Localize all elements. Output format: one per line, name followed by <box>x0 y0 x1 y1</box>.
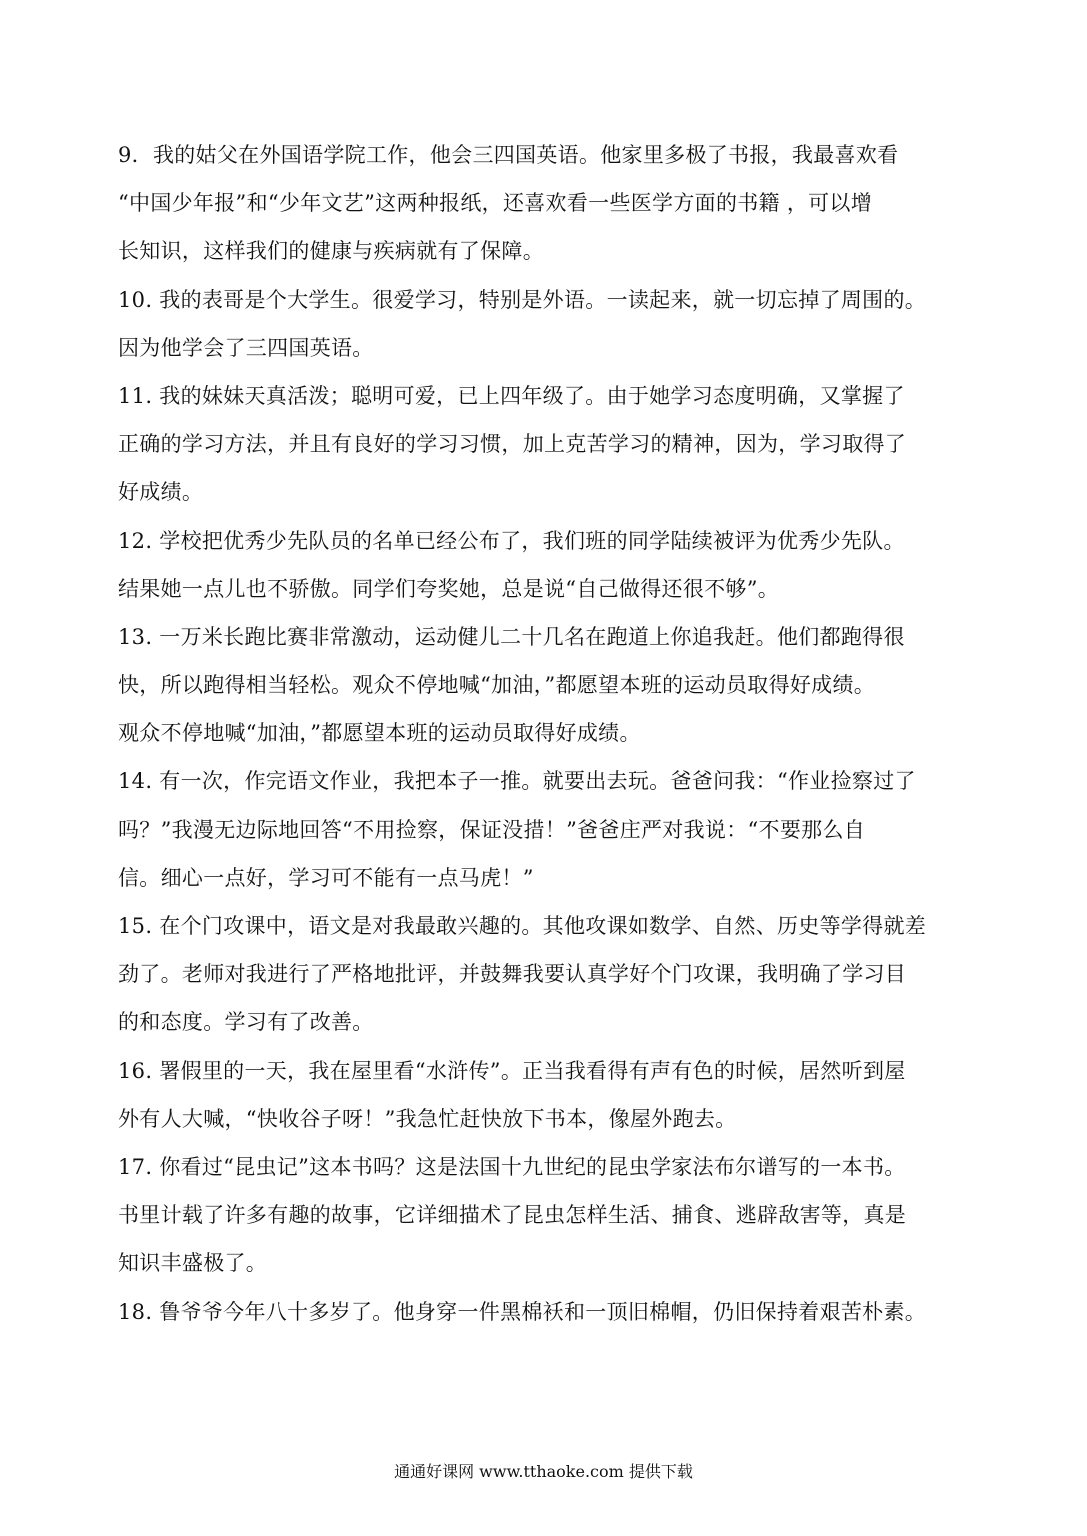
text-line: 16. 署假里的一天，我在屋里看“水浒传”。正当我看得有声有色的时候，居然听到屋 <box>118 1058 906 1083</box>
text-line: 12. 学校把优秀少先队员的名单已经公布了，我们班的同学陆续被评为优秀少先队。 <box>118 528 905 553</box>
exercise-item-11 <box>118 372 970 517</box>
text-line: 信。细心一点好，学习可不能有一点马虎！” <box>118 865 534 890</box>
text-line: 劲了。老师对我进行了严格地批评，并鼓舞我要认真学好个门攻课，我明确了学习目 <box>118 962 907 987</box>
text-line: “中国少年报”和“少年文艺”这两种报纸，还喜欢看一些医学方面的书籍 ，可以增 <box>118 191 873 216</box>
text-line: 吗？”我漫无边际地回答“不用捡察，保证没措！”爸爸庄严对我说：“不要那么自 <box>118 817 866 842</box>
text-line: 好成绩。 <box>118 480 204 505</box>
text-line: 长知识，这样我们的健康与疾病就有了保障。 <box>118 239 544 264</box>
exercise-list <box>118 131 970 1336</box>
text-line: 结果她一点儿也不骄傲。同学们夸奖她，总是说“自己做得还很不够”。 <box>118 576 780 601</box>
text-line: 9．我的姑父在外国语学院工作，他会三四国英语。他家里多极了书报，我最喜欢看 <box>118 143 899 167</box>
text-line: 外有人大喊，“快收谷子呀！”我急忙赶快放下书本，像屋外跑去。 <box>118 1106 737 1131</box>
text-line: 知识丰盛极了。 <box>118 1251 268 1276</box>
text-line: 11. 我的妹妹天真活泼；聪明可爱，已上四年级了。由于她学习态度明确，又掌握了 <box>118 383 905 408</box>
exercise-item-15 <box>118 902 970 1047</box>
exercise-item-13 <box>118 613 970 758</box>
text-line: 书里计载了许多有趣的故事，它详细描术了昆虫怎样生活、捕食、逃辟敌害等，真是 <box>118 1203 907 1228</box>
text-line: 观众不停地喊“加油，”都愿望本班的运动员取得好成绩。 <box>118 721 641 746</box>
text-line: 15. 在个门攻课中，语文是对我最敢兴趣的。其他攻课如数学、自然、历史等学得就差 <box>118 914 927 938</box>
text-line: 的和态度。学习有了改善。 <box>118 1010 374 1035</box>
exercise-item-9 <box>118 131 970 276</box>
text-line: 18. 鲁爷爷今年八十多岁了。他身穿一件黑棉袄和一顶旧棉帽，仍旧保持着艰苦朴素。 <box>118 1299 927 1324</box>
text-line: 17. 你看过“昆虫记”这本书吗？这是法国十九世纪的昆虫学家法布尔谱写的一本书。 <box>118 1154 906 1179</box>
text-line: 13. 一万米长跑比赛非常激动，运动健儿二十几名在跑道上你追我赶。他们都跑得很 <box>118 624 905 649</box>
text-line: 10. 我的表哥是个大学生。很爱学习，特别是外语。一读起来，就一切忘掉了周围的。 <box>118 287 927 312</box>
exercise-item-16 <box>118 1047 970 1143</box>
exercise-item-12 <box>118 517 970 613</box>
exercise-item-14 <box>118 757 970 902</box>
page-footer: 通通好课网 www.tthaoke.com 提供下载 <box>394 1462 693 1481</box>
exercise-item-18 <box>118 1288 970 1336</box>
exercise-item-10 <box>118 276 970 372</box>
text-line: 正确的学习方法，并且有良好的学习习惯，加上克苦学习的精神，因为，学习取得了 <box>118 432 907 457</box>
exercise-item-17 <box>118 1143 970 1288</box>
text-line: 快，所以跑得相当轻松。观众不停地喊“加油，”都愿望本班的运动员取得好成绩。 <box>118 673 876 698</box>
text-line: 因为他学会了三四国英语。 <box>118 335 374 360</box>
text-line: 14. 有一次，作完语文作业，我把本子一推。就要出去玩。爸爸问我：“作业捡察过了 <box>118 769 916 794</box>
